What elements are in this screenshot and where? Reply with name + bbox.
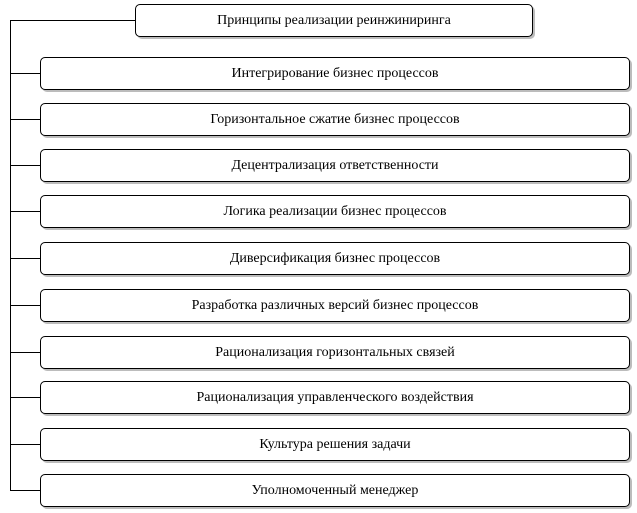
principle-label: Интегрирование бизнес процессов	[231, 65, 439, 81]
principle-node-decentralization	[40, 149, 630, 182]
principle-node-integration	[40, 57, 630, 90]
principle-label: Рационализация управленческого воздействия	[196, 389, 474, 405]
principle-label: Диверсификация бизнес процессов	[229, 250, 441, 266]
principle-node-task-culture	[40, 428, 630, 461]
principle-label: Горизонтальное сжатие бизнес процессов	[210, 111, 460, 127]
principle-node-versions	[40, 289, 630, 322]
principle-node-horizontal-links	[40, 336, 630, 369]
principle-label: Рационализация горизонтальных связей	[215, 344, 455, 360]
principle-label: Логика реализации бизнес процессов	[223, 203, 447, 219]
principle-node-logic	[40, 195, 630, 228]
principle-label: Децентрализация ответственности	[231, 157, 439, 173]
principle-node-horizontal-compression	[40, 103, 630, 136]
principle-label: Разработка различных версий бизнес процессов	[191, 297, 479, 313]
root-label: Принципы реализации реинжиниринга	[217, 12, 451, 28]
principle-label: Уполномоченный менеджер	[251, 482, 419, 498]
principle-node-authorized-manager	[40, 474, 630, 507]
principle-label: Культура решения задачи	[259, 436, 411, 452]
principle-node-management-impact	[40, 381, 630, 414]
principle-node-diversification	[40, 242, 630, 275]
root-node	[135, 4, 533, 37]
